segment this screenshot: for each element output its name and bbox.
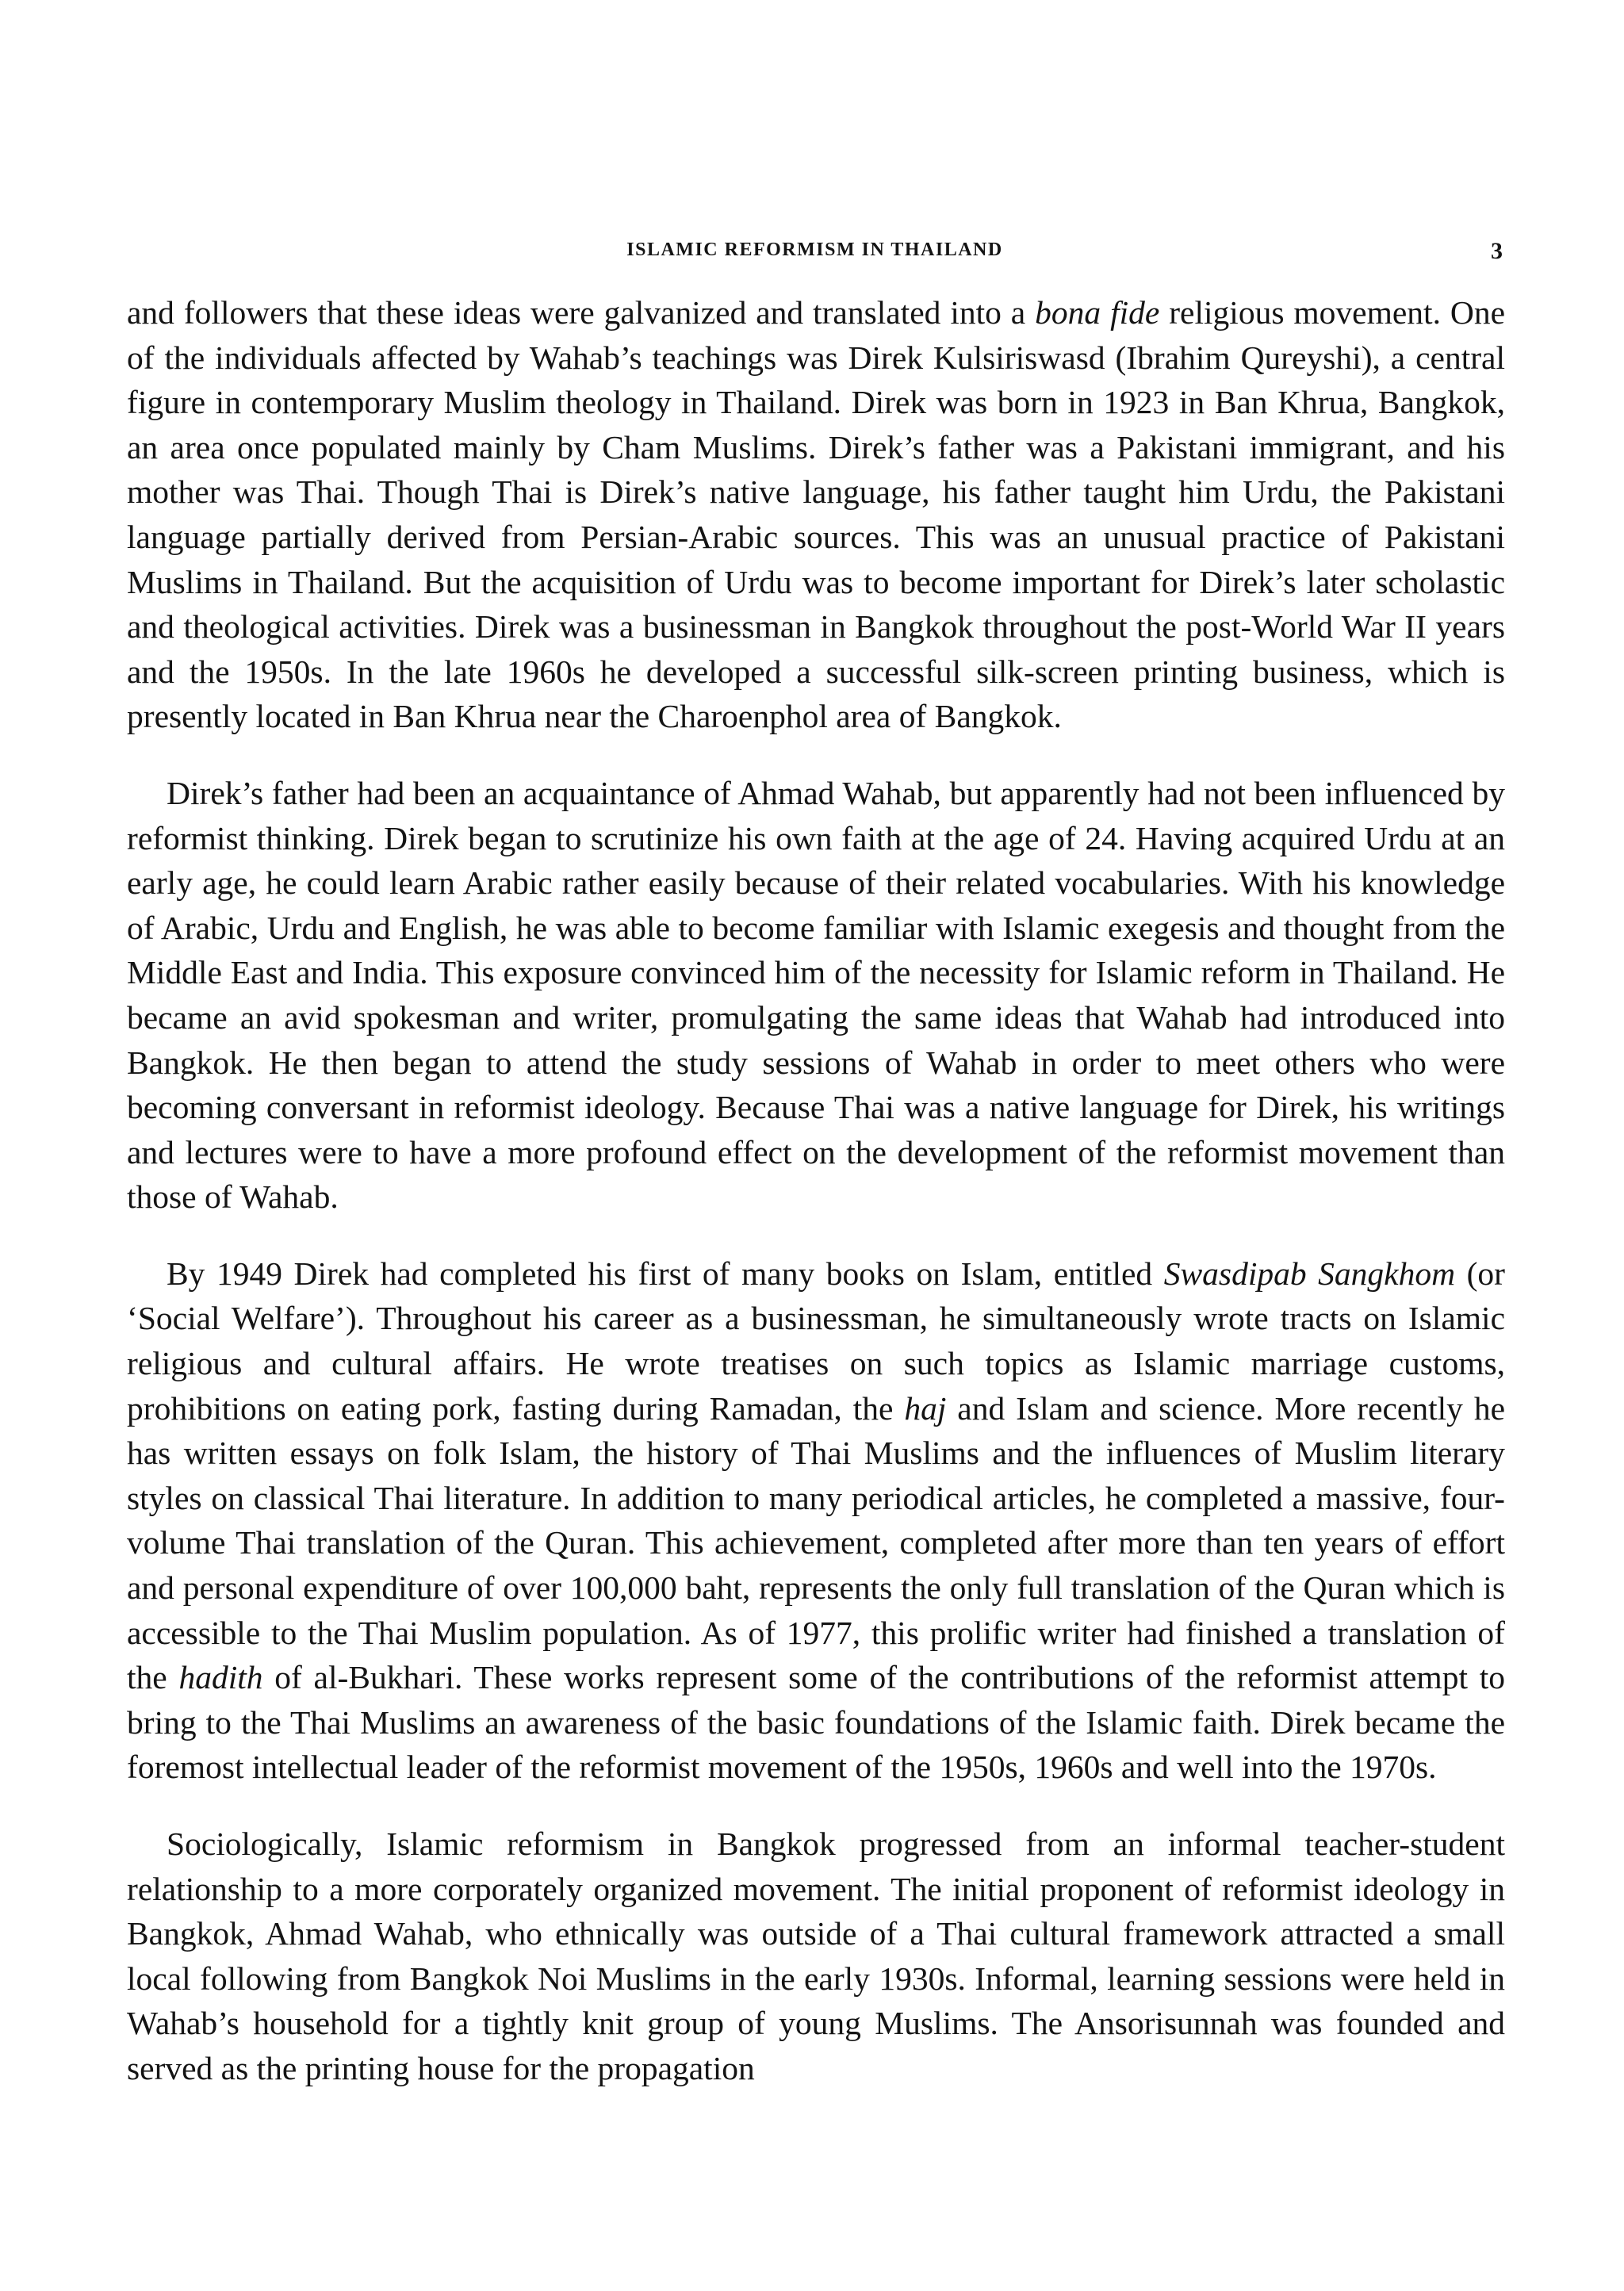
paragraph-3-part-g: of al-Bukhari. These works represent some of the contributions of the reformist attempt to bring to the Thai Muslims an awareness of the basic foundations of the Islamic faith. Direk became the foremost intellectual leader of the reformist movement of the 1950s, 1960s and well into the 1970s.	[127, 1659, 1506, 1786]
running-title: ISLAMIC REFORMISM IN THAILAND	[626, 239, 1003, 260]
paragraph-2: Direk’s father had been an acquaintance of Ahmad Wahab, but apparently had not been influenced by reformist thinking. Direk began to scrutinize his own faith at the age of 24. Having acquired Urdu at an early age, he could learn Arabic rather easily because of their related vocabularies. With his knowledge of Arabic, Urdu and English, he was able to become familiar with Islamic exegesis and thought from the Middle East and India. This exposure convinced him of the necessity for Islamic reform in Thailand. He became an avid spokesman and writer, promulgating the same ideas that Wahab had introduced into Bangkok. He then began to attend the study sessions of Wahab in order to meet others who were becoming conversant in reformist ideology. Because Thai was a native language for Direk, his writings and lectures were to have a more profound effect on the development of the reformist movement than those of Wahab.	[127, 774, 1505, 1216]
italic-term-bona-fide: bona fide	[1035, 294, 1160, 331]
italic-term-hadith: hadith	[178, 1659, 263, 1696]
italic-term-haj: haj	[904, 1389, 947, 1427]
italic-book-title: Swasdipab Sangkhom	[1163, 1255, 1456, 1292]
paragraph-1-part-c: religious movement. One of the individuals affected by Wahab’s teachings was Direk Kulsiriswasd (Ibrahim Qureyshi), a central figure in contemporary Muslim theology in Thailand. Direk was born in 1923 in Ban Khrua, Bangkok, an area once populated mainly by Cham Muslims. Direk’s father was a Pakistani immigrant, and his mother was Thai. Though Thai is Direk’s native language, his father taught him Urdu, the Pakistani language partially derived from Persian-Arabic sources. This was an unusual practice of Pakistani Muslims in Thailand. But the acquisition of Urdu was to become important for Direk’s later scholastic and theological activities. Direk was a businessman in Bangkok throughout the post-World War II years and the 1950s. In the late 1960s he developed a successful silk-screen printing business, which is presently located in Ban Khrua near the Charoenphol area of Bangkok.	[127, 294, 1505, 735]
paragraph-1	[127, 290, 1505, 739]
paragraph-3-part-a: By 1949 Direk had completed his first of many books on Islam, entitled	[167, 1255, 1164, 1292]
page-number: 3	[1491, 238, 1503, 264]
paragraph-4: Sociologically, Islamic reformism in Bangkok progressed from an informal teacher-student relationship to a more corporately organized movement. The initial proponent of reformist ideology in Bangkok, Ahmad Wahab, who ethnically was outside of a Thai cultural framework attracted a small local following from Bangkok Noi Muslims in the early 1930s. Informal, learning sessions were held in Wahab’s household for a tightly knit group of young Muslims. The Ansorisunnah was founded and served as the printing house for the propagation	[127, 1826, 1505, 2086]
body-text	[127, 290, 1505, 2091]
paragraph-3-part-e: and Islam and science. More recently he has written essays on folk Islam, the history of Thai Muslims and the influences of Muslim literary styles on classical Thai literature. In addition to many periodical articles, he completed a massive, four-volume Thai translation of the Quran. This achievement, completed after more than ten years of effort and personal expenditure of over 100,000 baht, represents the only full translation of the Quran which is accessible to the Thai Muslim population. As of 1977, this prolific writer had finished a translation of the	[127, 1389, 1505, 1696]
paragraph-3-part-c: (or ‘Social Welfare’). Throughout his career as a businessman, he simultaneously wrote tracts on Islamic religious and cultural affairs. He wrote treatises on such topics as Islamic marriage customs, prohibitions on eating pork, fasting during Ramadan, the	[127, 1255, 1505, 1427]
running-header	[127, 239, 1503, 271]
paragraph-1-part-a: and followers that these ideas were galvanized and translated into a	[127, 294, 1036, 331]
paragraph-3	[127, 1251, 1505, 1790]
